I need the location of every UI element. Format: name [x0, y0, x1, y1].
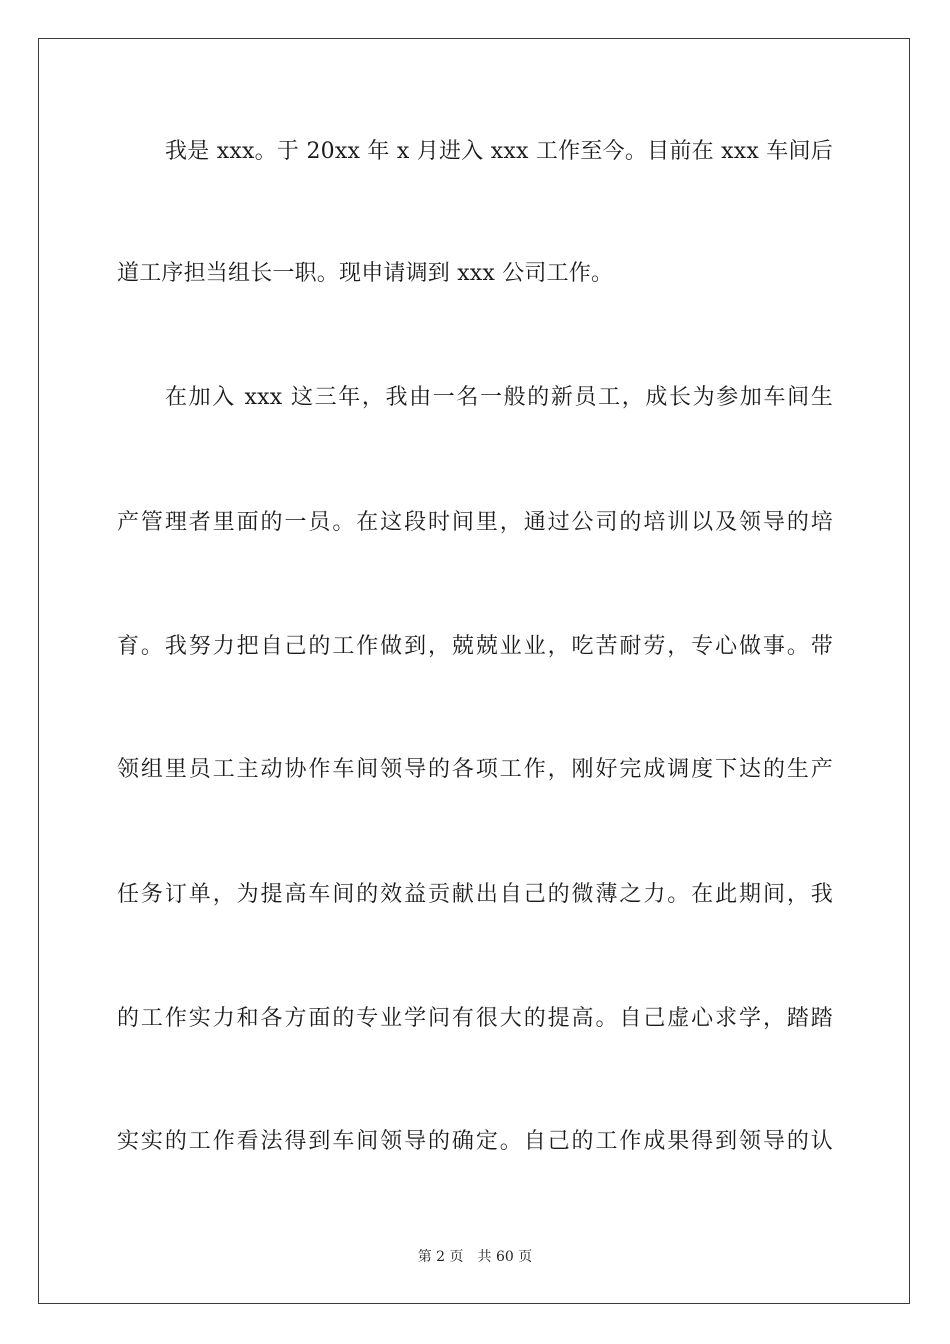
paragraph-2-line-1: 在加入 xxx 这三年，我由一名一般的新员工，成长为参加车间生: [165, 385, 833, 410]
paragraph-2-line-2: 产管理者里面的一员。在这段时间里，通过公司的培训以及领导的培: [117, 510, 833, 535]
paragraph-1-line-1: 我是 xxx。于 20xx 年 x 月进入 xxx 工作至今。目前在 xxx 车间后: [165, 139, 833, 164]
paragraph-2-line-7: 实实的工作看法得到车间领导的确定。自己的工作成果得到领导的认: [117, 1129, 833, 1154]
page-border: [38, 38, 910, 1304]
page-total: 共 60 页: [477, 1249, 533, 1265]
page-footer: [0, 1248, 950, 1266]
paragraph-2-line-6: 的工作实力和各方面的专业学问有很大的提高。自己虚心求学，踏踏: [117, 1006, 833, 1031]
paragraph-2-line-4: 领组里员工主动协作车间领导的各项工作，刚好完成调度下达的生产: [117, 757, 833, 782]
paragraph-2-line-5: 任务订单，为提高车间的效益贡献出自己的微薄之力。在此期间，我: [117, 882, 833, 907]
page-number: 第 2 页: [417, 1249, 464, 1265]
paragraph-2-line-3: 育。我努力把自己的工作做到，兢兢业业，吃苦耐劳，专心做事。带: [117, 634, 833, 659]
paragraph-1-line-2: 道工序担当组长一职。现申请调到 xxx 公司工作。: [117, 261, 614, 286]
